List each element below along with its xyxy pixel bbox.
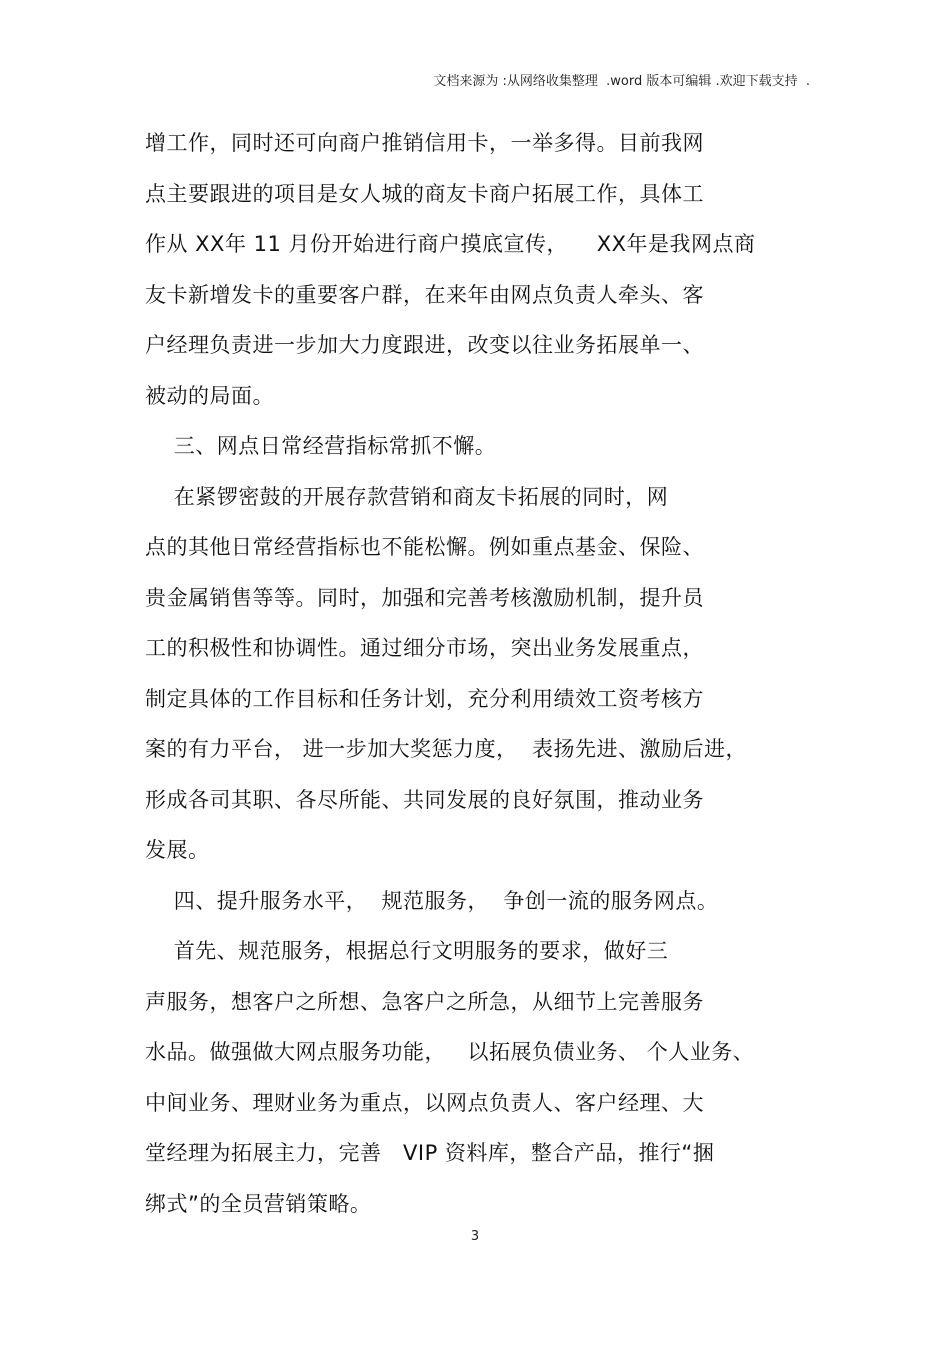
body-line: 工的积极性和协调性。通过细分市场，突出业务发展重点， — [145, 636, 704, 660]
body-line: 点主要跟进的项目是女人城的商友卡商户拓展工作，具体工 — [145, 181, 704, 206]
section-heading-three: 三、网点日常经营指标常抓不懈。 — [145, 434, 497, 458]
body-line: 水品。做强做大网点服务功能， 以拓展负债业务、 个人业务、 — [145, 1040, 755, 1064]
body-line: 发展。 — [145, 838, 210, 862]
body-line: 绑式”的全员营销策略。 — [145, 1191, 372, 1216]
body-line: 制定具体的工作目标和任务计划，充分利用绩效工资考核方 — [145, 686, 704, 711]
body-line: 案的有力平台， 进一步加大奖惩力度， 表扬先进、激励后进， — [145, 737, 748, 761]
body-line: 贵金属销售等等。同时，加强和完善考核激励机制，提升员 — [145, 585, 704, 610]
body-line: 户经理负责进一步加大力度跟进，改变以往业务拓展单一、 — [145, 333, 704, 357]
body-line: 堂经理为拓展主力，完善 VIP 资料库，整合产品，推行“捆 — [145, 1141, 715, 1165]
body-line: 形成各司其职、各尽所能、共同发展的良好氛围，推动业务 — [145, 787, 704, 812]
section-heading-four: 四、提升服务水平， 规范服务， 争创一流的服务网点。 — [145, 888, 719, 913]
document-body — [145, 118, 805, 1229]
body-line: 点的其他日常经营指标也不能松懈。例如重点基金、保险、 — [145, 535, 704, 559]
body-line: 在紧锣密鼓的开展存款营销和商友卡拓展的同时，网 — [145, 484, 669, 509]
body-line: 作从 XX年 11 月份开始进行商户摸底宣传， XX年是我网点商 — [145, 232, 756, 256]
body-line: 友卡新增发卡的重要客户群，在来年由网点负责人牵头、客 — [145, 282, 704, 307]
body-line: 声服务，想客户之所想、急客户之所急，从细节上完善服务 — [145, 989, 704, 1014]
body-line: 首先、规范服务，根据总行文明服务的要求，做好三 — [145, 939, 669, 963]
document-source-header: 文档来源为 :从网络收集整理 .word 版本可编辑 .欢迎下载支持 . — [433, 74, 810, 89]
body-line: 被动的局面。 — [145, 383, 274, 408]
page-number: 3 — [470, 1229, 480, 1244]
body-line: 中间业务、理财业务为重点，以网点负责人、客户经理、大 — [145, 1090, 704, 1115]
body-line: 增工作，同时还可向商户推销信用卡，一举多得。目前我网 — [145, 131, 704, 155]
